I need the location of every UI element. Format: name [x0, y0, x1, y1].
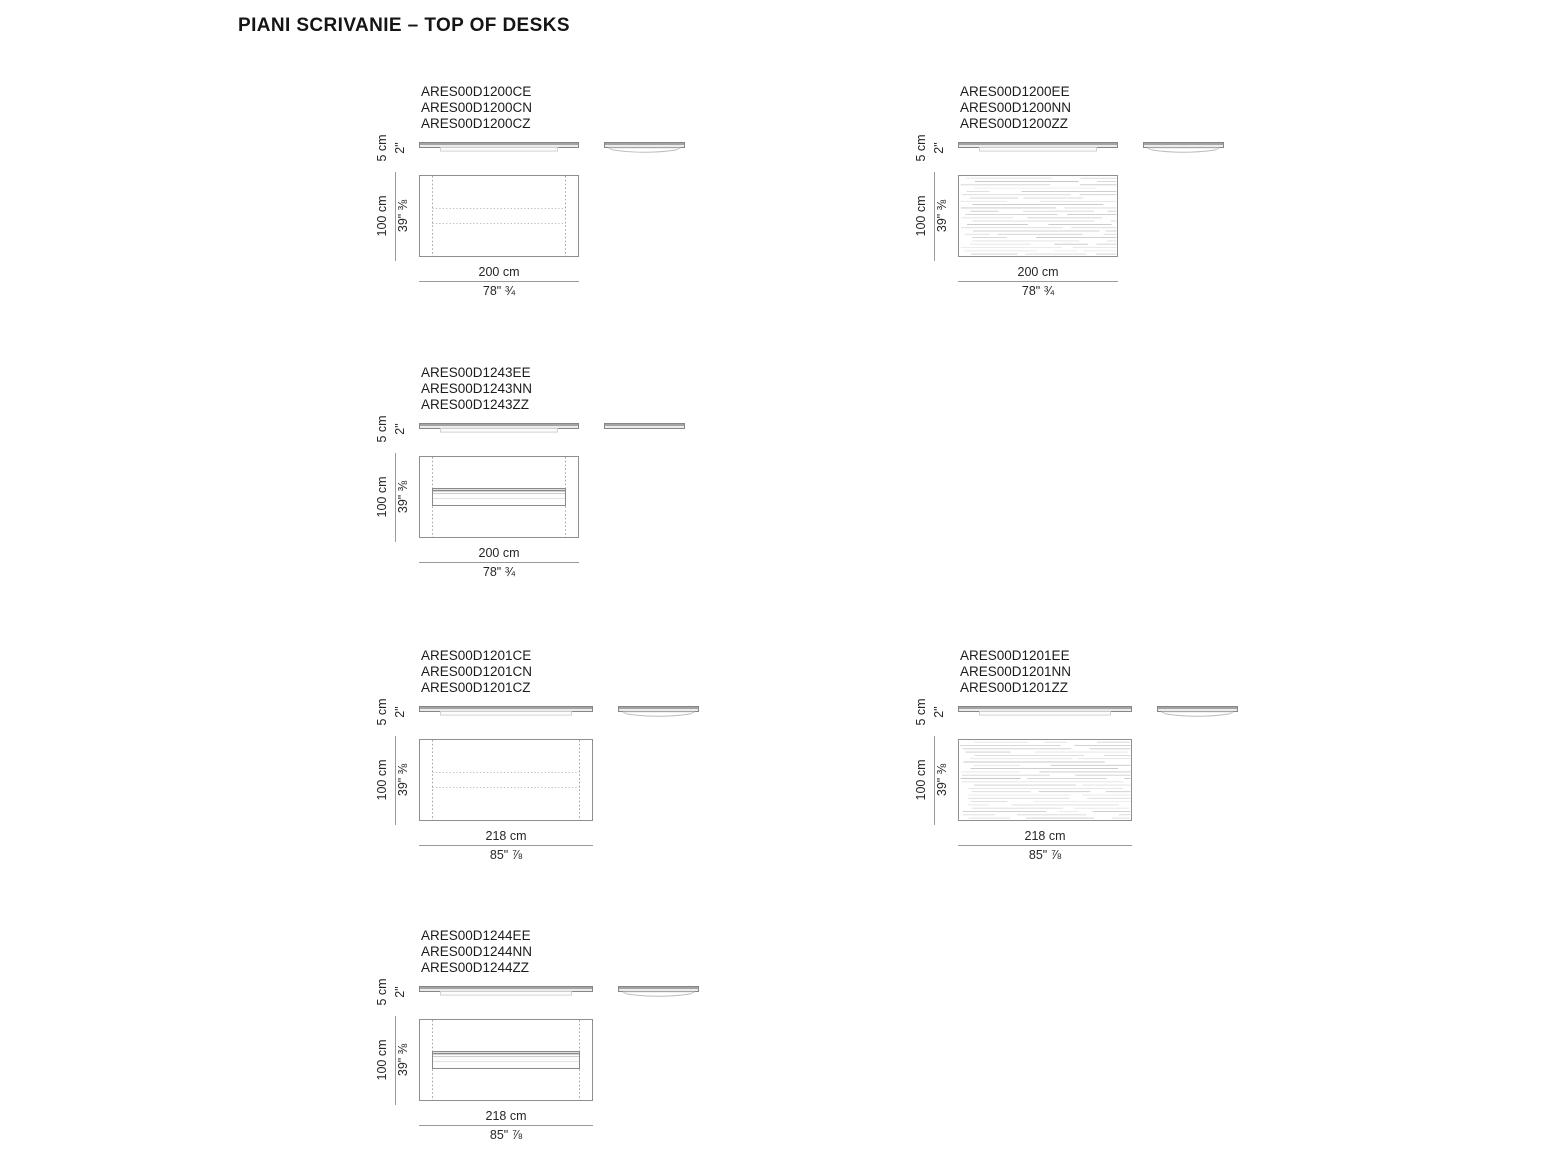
product-codes [421, 84, 532, 132]
plan-view-drawing [958, 175, 1118, 257]
depth-dimension-inches: 39" ⅜ [396, 763, 410, 797]
width-dimension-cm: 218 cm [485, 829, 527, 843]
front-elevation-svg [419, 986, 593, 1000]
depth-dimension-cm: 100 cm [375, 759, 389, 801]
front-elevation-svg [958, 142, 1118, 156]
height-dimension-cm: 5 cm [914, 698, 928, 726]
width-dimension [419, 265, 579, 298]
depth-dimension-inches: 39" ⅜ [396, 480, 410, 514]
end-elevation-drawing [618, 986, 699, 1001]
front-elevation-drawing [419, 142, 579, 156]
end-elevation-svg [618, 986, 699, 1001]
height-dimension-inches: 2" [932, 142, 946, 154]
end-elevation-svg [1157, 706, 1238, 721]
plan-view-drawing [419, 175, 579, 257]
front-elevation-drawing [958, 706, 1132, 720]
page-title: PIANI SCRIVANIE – TOP OF DESKS [238, 15, 570, 36]
product-codes [421, 365, 532, 413]
depth-dimension-cm: 100 cm [375, 195, 389, 237]
product-code: ARES00D1201CN [421, 664, 533, 679]
product-code: ARES00D1200CE [421, 84, 532, 99]
plan-view-svg [419, 739, 593, 821]
width-dimension-inches: 85" ⅞ [489, 848, 523, 862]
height-dimension-cm: 5 cm [375, 134, 389, 162]
depth-dimension-line [934, 736, 935, 825]
height-dimension-cm: 5 cm [375, 978, 389, 1006]
depth-dimension-inches: 39" ⅜ [396, 199, 410, 233]
end-elevation-drawing [618, 706, 699, 721]
plan-view-drawing [419, 1019, 593, 1101]
front-elevation-drawing [958, 142, 1118, 156]
width-dimension [419, 1109, 593, 1142]
height-dimension-cm: 5 cm [914, 134, 928, 162]
end-elevation-drawing [1143, 142, 1224, 157]
product-codes [421, 928, 532, 976]
end-elevation-svg [618, 706, 699, 721]
product-code: ARES00D1200EE [960, 84, 1070, 99]
product-code: ARES00D1200ZZ [960, 116, 1069, 131]
plan-view-drawing [958, 739, 1132, 821]
height-dimension-cm: 5 cm [375, 415, 389, 443]
plan-view-drawing [419, 739, 593, 821]
depth-dimension-cm: 100 cm [914, 759, 928, 801]
product-code: ARES00D1244NN [421, 944, 533, 959]
depth-dimension-line [395, 1016, 396, 1105]
width-dimension-inches: 78" ¾ [482, 565, 516, 579]
depth-dimension-line [395, 453, 396, 542]
height-dimension-inches: 2" [393, 706, 407, 718]
plan-view-svg [419, 456, 579, 538]
height-dimension-inches: 2" [932, 706, 946, 718]
diagram-group-1244 [370, 928, 720, 1170]
front-elevation-svg [419, 423, 579, 437]
width-dimension-cm: 218 cm [485, 1109, 527, 1123]
width-dimension [958, 829, 1132, 862]
plan-view-svg [419, 175, 579, 257]
width-dimension-inches: 85" ⅞ [1028, 848, 1062, 862]
front-elevation-svg [419, 142, 579, 156]
end-elevation-svg [1143, 142, 1224, 157]
product-codes [960, 648, 1071, 696]
end-elevation-drawing [604, 142, 685, 157]
width-dimension-cm: 200 cm [478, 265, 520, 279]
width-dimension-cm: 200 cm [478, 546, 520, 560]
end-elevation-svg [604, 423, 685, 438]
product-codes [421, 648, 532, 696]
depth-dimension-cm: 100 cm [914, 195, 928, 237]
product-code: ARES00D1200CZ [421, 116, 531, 131]
product-code: ARES00D1201CE [421, 648, 532, 663]
end-elevation-drawing [1157, 706, 1238, 721]
width-dimension-cm: 218 cm [1024, 829, 1066, 843]
front-elevation-svg [958, 706, 1132, 720]
width-dimension [419, 546, 579, 579]
width-dimension-inches: 85" ⅞ [489, 1128, 523, 1142]
width-dimension-inches: 78" ¾ [482, 284, 516, 298]
depth-dimension-inches: 39" ⅜ [396, 1043, 410, 1077]
plan-view-svg [419, 1019, 593, 1101]
product-code: ARES00D1201NN [960, 664, 1072, 679]
end-elevation-svg [604, 142, 685, 157]
diagram-group-1243 [370, 365, 720, 607]
diagram-group-1200c [370, 84, 720, 326]
width-dimension-inches: 78" ¾ [1021, 284, 1055, 298]
plan-view-drawing [419, 456, 579, 538]
diagram-group-1200e [909, 84, 1259, 326]
front-elevation-drawing [419, 423, 579, 437]
product-code: ARES00D1200NN [960, 100, 1072, 115]
depth-dimension-cm: 100 cm [375, 1039, 389, 1081]
front-elevation-drawing [419, 706, 593, 720]
depth-dimension-line [395, 736, 396, 825]
plan-view-svg [958, 175, 1118, 257]
width-dimension-cm: 200 cm [1017, 265, 1059, 279]
front-elevation-drawing [419, 986, 593, 1000]
depth-dimension-inches: 39" ⅜ [935, 763, 949, 797]
end-elevation-drawing [604, 423, 685, 438]
height-dimension-inches: 2" [393, 142, 407, 154]
height-dimension-inches: 2" [393, 423, 407, 435]
height-dimension-inches: 2" [393, 986, 407, 998]
front-elevation-svg [419, 706, 593, 720]
depth-dimension-cm: 100 cm [375, 476, 389, 518]
depth-dimension-line [934, 172, 935, 261]
product-code: ARES00D1244ZZ [421, 960, 530, 975]
diagram-group-1201e [909, 648, 1259, 890]
width-dimension [419, 829, 593, 862]
product-code: ARES00D1243ZZ [421, 397, 530, 412]
product-code: ARES00D1243NN [421, 381, 533, 396]
product-code: ARES00D1201EE [960, 648, 1070, 663]
height-dimension-cm: 5 cm [375, 698, 389, 726]
depth-dimension-inches: 39" ⅜ [935, 199, 949, 233]
diagram-group-1201c [370, 648, 720, 890]
plan-view-svg [958, 739, 1132, 821]
product-code: ARES00D1243EE [421, 365, 531, 380]
product-codes [960, 84, 1071, 132]
product-code: ARES00D1200CN [421, 100, 533, 115]
product-code: ARES00D1201CZ [421, 680, 531, 695]
product-code: ARES00D1201ZZ [960, 680, 1069, 695]
depth-dimension-line [395, 172, 396, 261]
product-code: ARES00D1244EE [421, 928, 531, 943]
width-dimension [958, 265, 1118, 298]
